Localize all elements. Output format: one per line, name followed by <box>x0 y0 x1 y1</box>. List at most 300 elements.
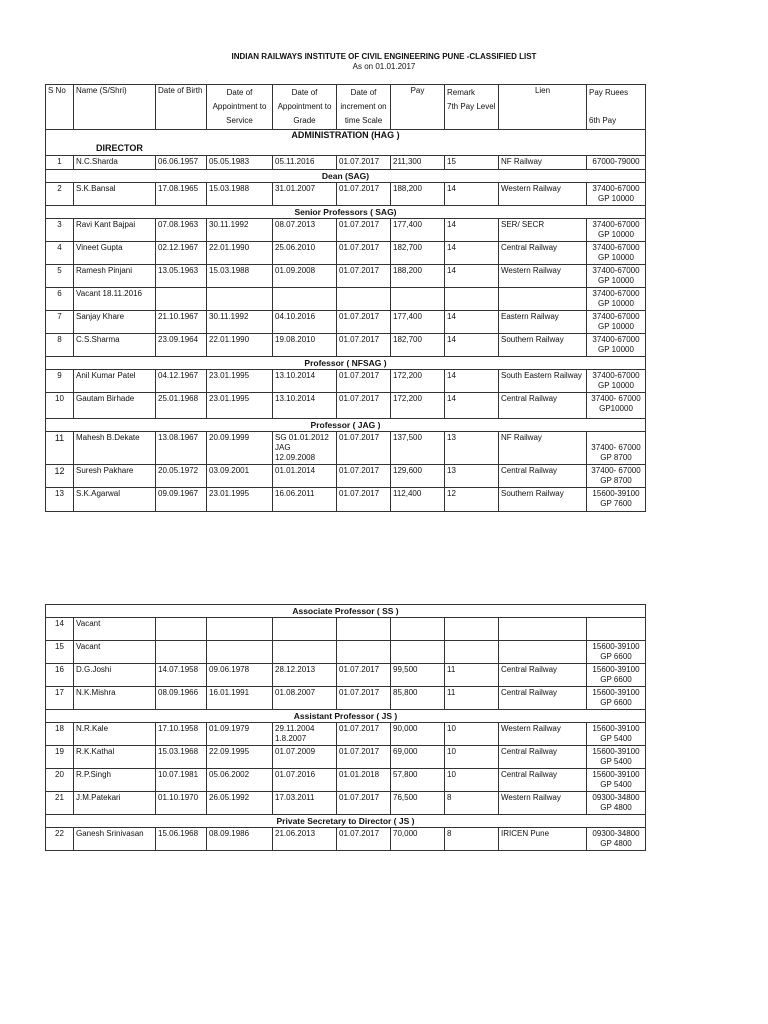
payscale-grade-pay: GP 5400 <box>600 734 632 743</box>
cell-pay: 99,500 <box>391 664 445 687</box>
cell-name: Vacant <box>74 618 156 641</box>
cell-dob: 08.09.1966 <box>156 687 207 710</box>
cell-doa-grade: 28.12.2013 <box>273 664 337 687</box>
doa-grade-line: 1.8.2007 <box>275 734 307 743</box>
payscale-grade-pay: GP 10000 <box>598 345 634 354</box>
cell-doa-service: 15.03.1988 <box>207 183 273 206</box>
payscale-grade-pay: GP 6600 <box>600 652 632 661</box>
cell-sno: 8 <box>46 334 74 357</box>
cell-payscale <box>587 465 646 488</box>
cell-name: N.R.Kale <box>74 723 156 746</box>
cell-name: S.K.Bansal <box>74 183 156 206</box>
cell-payscale <box>587 393 646 419</box>
cell-level: 10 <box>445 746 499 769</box>
payscale-range: 37400- 67000 <box>591 394 641 403</box>
cell-dob: 21.10.1967 <box>156 311 207 334</box>
cell-name: Ganesh Srinivasan <box>74 828 156 851</box>
cell-sno: 9 <box>46 370 74 393</box>
header-doa-service-l3: Service <box>226 116 253 125</box>
cell-dob: 15.03.1968 <box>156 746 207 769</box>
header-doa-grade <box>273 85 337 130</box>
cell-sno: 18 <box>46 723 74 746</box>
cell-payscale <box>587 311 646 334</box>
cell-dob: 15.06.1968 <box>156 828 207 851</box>
payscale-grade-pay: GP 5400 <box>600 757 632 766</box>
table-row <box>46 242 646 265</box>
cell-lien: Central Railway <box>499 769 587 792</box>
cell-doa-service: 22.09.1995 <box>207 746 273 769</box>
cell-pay: 90,000 <box>391 723 445 746</box>
table-row <box>46 769 646 792</box>
cell-sno: 14 <box>46 618 74 641</box>
payscale-range: 09300-34800 <box>592 829 640 838</box>
table-row <box>46 746 646 769</box>
table-row <box>46 156 646 170</box>
table-row <box>46 723 646 746</box>
table-row <box>46 288 646 311</box>
cell-doa-grade: 13.10.2014 <box>273 393 337 419</box>
cell-pay: 137,500 <box>391 432 445 465</box>
cell-doa-grade: 17.03.2011 <box>273 792 337 815</box>
cell-increment: 01.07.2017 <box>337 746 391 769</box>
cell-level: 13 <box>445 432 499 465</box>
cell-payscale <box>587 828 646 851</box>
cell-name: D.G.Joshi <box>74 664 156 687</box>
cell-payscale <box>587 156 646 170</box>
payscale-range: 37400-67000 <box>592 335 640 344</box>
header-pay: Pay <box>391 85 445 130</box>
cell-increment: 01.07.2017 <box>337 334 391 357</box>
cell-doa-service: 05.06.2002 <box>207 769 273 792</box>
cell-level: 8 <box>445 828 499 851</box>
cell-payscale <box>587 334 646 357</box>
cell-pay: 129,600 <box>391 465 445 488</box>
cell-pay <box>391 618 445 641</box>
table-row <box>46 641 646 664</box>
payscale-range: 15600-39100 <box>592 747 640 756</box>
cell-doa-service: 22.01.1990 <box>207 334 273 357</box>
cell-name: Vacant <box>74 641 156 664</box>
cell-name: C.S.Sharma <box>74 334 156 357</box>
cell-increment: 01.01.2018 <box>337 769 391 792</box>
payscale-grade-pay: GP 4800 <box>600 803 632 812</box>
cell-name: N.K.Mishra <box>74 687 156 710</box>
cell-sno: 16 <box>46 664 74 687</box>
cell-lien: Central Railway <box>499 687 587 710</box>
cell-sno: 3 <box>46 219 74 242</box>
section-ps: Private Secretary to Director ( JS ) <box>46 815 646 828</box>
cell-doa-grade: 01.01.2014 <box>273 465 337 488</box>
table-row <box>46 334 646 357</box>
cell-payscale <box>587 618 646 641</box>
cell-payscale <box>587 664 646 687</box>
cell-increment: 01.07.2017 <box>337 723 391 746</box>
section-sr-prof: Senior Professors ( SAG) <box>46 206 646 219</box>
header-increment-l3: time Scale <box>344 116 383 125</box>
cell-lien: SER/ SECR <box>499 219 587 242</box>
cell-level: 14 <box>445 311 499 334</box>
cell-level <box>445 641 499 664</box>
cell-doa-grade <box>273 432 337 465</box>
table-row <box>46 792 646 815</box>
cell-level <box>445 288 499 311</box>
classified-list-table-2 <box>45 604 646 851</box>
cell-dob: 17.08.1965 <box>156 183 207 206</box>
payscale-grade-pay: GP 10000 <box>598 276 634 285</box>
cell-lien: Southern Railway <box>499 334 587 357</box>
cell-increment: 01.07.2017 <box>337 311 391 334</box>
cell-pay: 188,200 <box>391 265 445 288</box>
cell-doa-service: 16.01.1991 <box>207 687 273 710</box>
cell-pay: 70,000 <box>391 828 445 851</box>
cell-doa-service: 09.06.1978 <box>207 664 273 687</box>
cell-pay: 85,800 <box>391 687 445 710</box>
payscale-range: 15600-39100 <box>592 489 640 498</box>
cell-doa-grade: 13.10.2014 <box>273 370 337 393</box>
cell-increment: 01.07.2017 <box>337 664 391 687</box>
cell-level: 8 <box>445 792 499 815</box>
header-lien: Lien <box>499 85 587 130</box>
payscale-grade-pay: GP 6600 <box>600 698 632 707</box>
cell-sno: 12 <box>46 465 74 488</box>
payscale-grade-pay: GP10000 <box>599 404 633 413</box>
cell-pay <box>391 641 445 664</box>
cell-sno: 2 <box>46 183 74 206</box>
payscale-grade-pay: GP 10000 <box>598 194 634 203</box>
cell-increment: 01.07.2017 <box>337 432 391 465</box>
section-row <box>46 605 646 618</box>
cell-level <box>445 618 499 641</box>
cell-level: 10 <box>445 723 499 746</box>
header-dob: Date of Birth <box>156 85 207 130</box>
cell-name: N.C.Sharda <box>74 156 156 170</box>
table-row <box>46 183 646 206</box>
payscale-grade-pay: GP 4800 <box>600 839 632 848</box>
cell-dob <box>156 618 207 641</box>
cell-lien: Southern Railway <box>499 488 587 512</box>
cell-doa-service: 22.01.1990 <box>207 242 273 265</box>
section-director: DIRECTOR <box>96 143 143 153</box>
section-prof-nfsag: Professor ( NFSAG ) <box>46 357 646 370</box>
cell-payscale <box>587 183 646 206</box>
cell-lien: NF Railway <box>499 156 587 170</box>
cell-increment <box>337 641 391 664</box>
cell-dob <box>156 288 207 311</box>
header-payscale-l1: Pay Ruees <box>589 88 629 97</box>
cell-dob: 04.12.1967 <box>156 370 207 393</box>
cell-payscale <box>587 792 646 815</box>
header-name: Name (S/Shri) <box>74 85 156 130</box>
table-row <box>46 687 646 710</box>
cell-doa-grade <box>273 641 337 664</box>
cell-lien <box>499 618 587 641</box>
cell-doa-grade: 01.08.2007 <box>273 687 337 710</box>
payscale-range: 37400-67000 <box>592 266 640 275</box>
cell-pay: 182,700 <box>391 242 445 265</box>
cell-doa-grade: 04.10.2016 <box>273 311 337 334</box>
cell-sno: 4 <box>46 242 74 265</box>
table-row <box>46 432 646 465</box>
cell-increment: 01.07.2017 <box>337 687 391 710</box>
table-row <box>46 828 646 851</box>
section-row <box>46 206 646 219</box>
table-row <box>46 370 646 393</box>
cell-doa-service <box>207 288 273 311</box>
cell-sno: 20 <box>46 769 74 792</box>
payscale-grade-pay: GP 6600 <box>600 675 632 684</box>
payscale-range: 37400- 67000 <box>591 466 641 475</box>
cell-level: 11 <box>445 664 499 687</box>
cell-sno: 21 <box>46 792 74 815</box>
cell-doa-service: 30.11.1992 <box>207 219 273 242</box>
payscale-range: 09300-34800 <box>592 793 640 802</box>
cell-dob: 23.09.1964 <box>156 334 207 357</box>
cell-doa-grade: 19.08.2010 <box>273 334 337 357</box>
cell-name: R.P.Singh <box>74 769 156 792</box>
cell-level: 11 <box>445 687 499 710</box>
cell-name: R.K.Kathal <box>74 746 156 769</box>
cell-sno: 15 <box>46 641 74 664</box>
cell-sno: 19 <box>46 746 74 769</box>
payscale-range: 67000-79000 <box>592 157 640 166</box>
cell-lien: IRICEN Pune <box>499 828 587 851</box>
table-row <box>46 488 646 512</box>
doa-grade-line: JAG <box>275 443 291 452</box>
cell-lien: Western Railway <box>499 265 587 288</box>
cell-sno: 10 <box>46 393 74 419</box>
cell-increment: 01.07.2017 <box>337 370 391 393</box>
doa-grade-line: SG 01.01.2012 <box>275 433 329 442</box>
cell-dob: 14.07.1958 <box>156 664 207 687</box>
cell-doa-grade: 16.06.2011 <box>273 488 337 512</box>
cell-dob: 25.01.1968 <box>156 393 207 419</box>
cell-name: Sanjay Khare <box>74 311 156 334</box>
cell-sno: 22 <box>46 828 74 851</box>
cell-doa-grade: 21.06.2013 <box>273 828 337 851</box>
header-increment <box>337 85 391 130</box>
payscale-range: 37400-67000 <box>592 312 640 321</box>
cell-payscale <box>587 370 646 393</box>
cell-payscale <box>587 687 646 710</box>
cell-lien: Central Railway <box>499 746 587 769</box>
cell-name: Mahesh B.Dekate <box>74 432 156 465</box>
cell-doa-grade: 08.07.2013 <box>273 219 337 242</box>
cell-increment: 01.07.2017 <box>337 488 391 512</box>
cell-lien: South Eastern Railway <box>499 370 587 393</box>
cell-level: 13 <box>445 465 499 488</box>
payscale-grade-pay: GP 8700 <box>600 453 632 462</box>
cell-payscale <box>587 746 646 769</box>
cell-doa-service: 23.01.1995 <box>207 370 273 393</box>
cell-lien: Western Railway <box>499 183 587 206</box>
cell-increment <box>337 288 391 311</box>
cell-level: 14 <box>445 242 499 265</box>
doa-grade-line: 12.09.2008 <box>275 453 316 462</box>
cell-doa-grade: 01.09.2008 <box>273 265 337 288</box>
cell-doa-service <box>207 641 273 664</box>
cell-doa-grade: 01.07.2016 <box>273 769 337 792</box>
table-row <box>46 393 646 419</box>
cell-level: 14 <box>445 183 499 206</box>
payscale-grade-pay: GP 5400 <box>600 780 632 789</box>
cell-doa-grade: 31.01.2007 <box>273 183 337 206</box>
cell-payscale <box>587 288 646 311</box>
header-doa-service-l1: Date of <box>226 88 253 97</box>
cell-level: 14 <box>445 393 499 419</box>
section-admin: ADMINISTRATION (HAG ) <box>291 130 400 140</box>
doa-grade-line: 29.11.2004 <box>275 724 315 733</box>
cell-doa-service: 23.01.1995 <box>207 488 273 512</box>
cell-pay: 177,400 <box>391 311 445 334</box>
cell-payscale <box>587 242 646 265</box>
cell-pay: 177,400 <box>391 219 445 242</box>
cell-lien: Central Railway <box>499 242 587 265</box>
payscale-grade-pay: GP 10000 <box>598 322 634 331</box>
table-row <box>46 664 646 687</box>
cell-increment <box>337 618 391 641</box>
section-row <box>46 710 646 723</box>
cell-doa-grade: 05.11.2016 <box>273 156 337 170</box>
cell-name: Suresh Pakhare <box>74 465 156 488</box>
cell-name: Anil Kumar Patel <box>74 370 156 393</box>
section-row <box>46 130 646 156</box>
header-doa-grade-l2: Appointment to <box>277 102 332 111</box>
cell-payscale <box>587 219 646 242</box>
cell-pay: 112,400 <box>391 488 445 512</box>
cell-name: Ramesh Pinjani <box>74 265 156 288</box>
cell-pay: 69,000 <box>391 746 445 769</box>
cell-doa-service: 05.05.1983 <box>207 156 273 170</box>
payscale-grade-pay: GP 7600 <box>600 499 632 508</box>
cell-increment: 01.07.2017 <box>337 156 391 170</box>
cell-payscale <box>587 265 646 288</box>
cell-doa-service: 03.09.2001 <box>207 465 273 488</box>
cell-level: 15 <box>445 156 499 170</box>
cell-doa-service: 30.11.1992 <box>207 311 273 334</box>
cell-payscale <box>587 432 646 465</box>
header-sno: S No <box>46 85 74 130</box>
section-assoc: Associate Professor ( SS ) <box>46 605 646 618</box>
payscale-grade-pay: GP 8700 <box>600 476 632 485</box>
cell-lien: Central Railway <box>499 465 587 488</box>
header-remark-l2: 7th Pay Level <box>447 102 496 111</box>
cell-dob: 06.06.1957 <box>156 156 207 170</box>
header-payscale <box>587 85 646 130</box>
document-title: INDIAN RAILWAYS INSTITUTE OF CIVIL ENGINEERING PUNE -CLASSIFIED LIST <box>231 52 537 61</box>
cell-lien: Central Railway <box>499 393 587 419</box>
cell-dob: 20.05.1972 <box>156 465 207 488</box>
section-row <box>46 815 646 828</box>
cell-doa-service <box>207 618 273 641</box>
cell-dob: 17.10.1958 <box>156 723 207 746</box>
cell-lien: Central Railway <box>499 664 587 687</box>
table-row <box>46 465 646 488</box>
cell-increment: 01.07.2017 <box>337 828 391 851</box>
cell-dob: 01.10.1970 <box>156 792 207 815</box>
cell-lien: Western Railway <box>499 792 587 815</box>
cell-level: 10 <box>445 769 499 792</box>
cell-payscale <box>587 488 646 512</box>
cell-pay: 188,200 <box>391 183 445 206</box>
table-row <box>46 219 646 242</box>
section-row <box>46 170 646 183</box>
header-row <box>46 85 646 130</box>
cell-increment: 01.07.2017 <box>337 792 391 815</box>
payscale-grade-pay: GP 10000 <box>598 381 634 390</box>
header-doa-service-l2: Appointment to <box>212 102 267 111</box>
cell-lien: Eastern Railway <box>499 311 587 334</box>
cell-payscale <box>587 723 646 746</box>
cell-name: Ravi Kant Bajpai <box>74 219 156 242</box>
payscale-range: 37400-67000 <box>592 220 640 229</box>
cell-doa-service: 15.03.1988 <box>207 265 273 288</box>
cell-increment: 01.07.2017 <box>337 242 391 265</box>
cell-pay: 172,200 <box>391 393 445 419</box>
payscale-range: 15600-39100 <box>592 665 640 674</box>
cell-doa-service: 23.01.1995 <box>207 393 273 419</box>
cell-level: 14 <box>445 370 499 393</box>
document-subtitle: As on 01.01.2017 <box>352 62 416 71</box>
cell-pay: 57,800 <box>391 769 445 792</box>
cell-dob: 10.07.1981 <box>156 769 207 792</box>
cell-increment: 01.07.2017 <box>337 265 391 288</box>
header-doa-grade-l3: Grade <box>293 116 316 125</box>
cell-level: 14 <box>445 334 499 357</box>
cell-name: J.M.Patekari <box>74 792 156 815</box>
cell-name: S.K.Agarwal <box>74 488 156 512</box>
cell-lien: Western Railway <box>499 723 587 746</box>
cell-sno: 13 <box>46 488 74 512</box>
cell-increment: 01.07.2017 <box>337 465 391 488</box>
cell-dob: 09.09.1967 <box>156 488 207 512</box>
cell-increment: 01.07.2017 <box>337 219 391 242</box>
section-row <box>46 419 646 432</box>
header-remark-l1: Remark <box>447 88 476 97</box>
payscale-range: 37400- 67000 <box>591 443 641 452</box>
cell-doa-grade <box>273 288 337 311</box>
header-payscale-l2: 6th Pay <box>589 116 617 125</box>
cell-pay: 182,700 <box>391 334 445 357</box>
cell-lien: NF Railway <box>499 432 587 465</box>
cell-increment: 01.07.2017 <box>337 183 391 206</box>
header-increment-l1: Date of <box>350 88 377 97</box>
cell-level: 14 <box>445 265 499 288</box>
payscale-range: 15600-39100 <box>592 642 640 651</box>
cell-sno: 6 <box>46 288 74 311</box>
payscale-grade-pay: GP 10000 <box>598 299 634 308</box>
payscale-range: 37400-67000 <box>592 243 640 252</box>
cell-dob: 13.08.1967 <box>156 432 207 465</box>
cell-lien <box>499 641 587 664</box>
cell-name: Vineet Gupta <box>74 242 156 265</box>
cell-lien <box>499 288 587 311</box>
cell-dob: 07.08.1963 <box>156 219 207 242</box>
payscale-range: 15600-39100 <box>592 724 640 733</box>
payscale-grade-pay: GP 10000 <box>598 230 634 239</box>
cell-payscale <box>587 641 646 664</box>
cell-payscale <box>587 769 646 792</box>
cell-doa-service: 20.09.1999 <box>207 432 273 465</box>
cell-doa-grade <box>273 723 337 746</box>
cell-sno: 1 <box>46 156 74 170</box>
cell-pay: 172,200 <box>391 370 445 393</box>
cell-dob: 02.12.1967 <box>156 242 207 265</box>
cell-level: 14 <box>445 219 499 242</box>
cell-level: 12 <box>445 488 499 512</box>
payscale-range: 37400-67000 <box>592 371 640 380</box>
cell-name: Vacant 18.11.2016 <box>74 288 156 311</box>
cell-doa-grade <box>273 618 337 641</box>
